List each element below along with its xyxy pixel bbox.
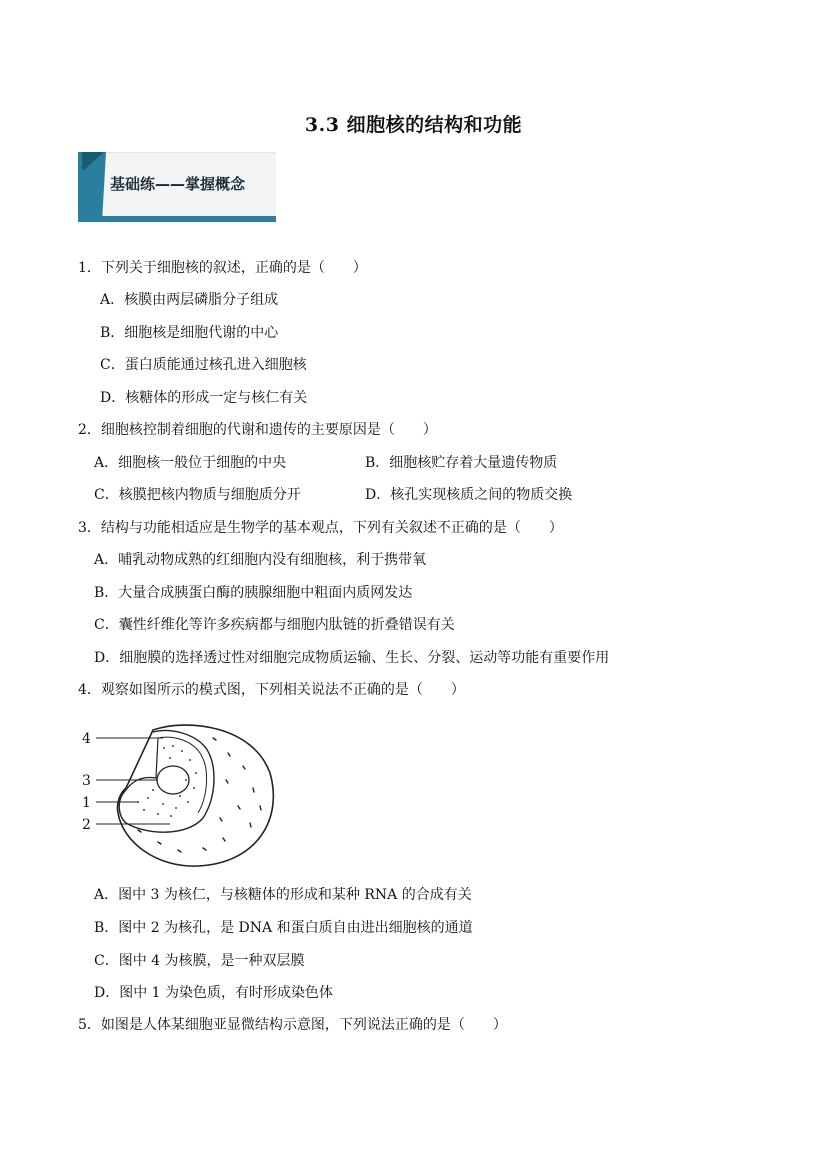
- question-1-stem: 1．下列关于细胞核的叙述，正确的是（ ）: [78, 260, 367, 276]
- figure-label-1: 1: [82, 795, 91, 811]
- cell-nucleus-diagram: [78, 718, 278, 868]
- section-banner-text: 基础练——掌握概念: [110, 175, 246, 193]
- figure-label-2: 2: [82, 817, 91, 833]
- question-3-option-a: A．哺乳动物成熟的红细胞内没有细胞核，利于携带氧: [94, 552, 427, 568]
- question-2-stem: 2．细胞核控制着细胞的代谢和遗传的主要原因是（ ）: [78, 422, 437, 438]
- figure-label-4: 4: [82, 731, 91, 747]
- question-3-stem: 3．结构与功能相适应是生物学的基本观点，下列有关叙述不正确的是（ ）: [78, 520, 563, 536]
- question-5-stem: 5．如图是人体某细胞亚显微结构示意图，下列说法正确的是（ ）: [78, 1017, 507, 1033]
- question-3-option-b: B．大量合成胰蛋白酶的胰腺细胞中粗面内质网发达: [94, 585, 413, 601]
- question-2-option-d: D．核孔实现核质之间的物质交换: [365, 487, 573, 503]
- question-1-option-b: B．细胞核是细胞代谢的中心: [100, 325, 279, 341]
- question-4-option-d: D．图中 1 为染色质，有时形成染色体: [94, 985, 334, 1001]
- figure-label-3: 3: [82, 773, 91, 789]
- question-4-stem: 4．观察如图所示的模式图，下列相关说法不正确的是（ ）: [78, 682, 465, 698]
- question-3-option-d: D．细胞膜的选择透过性对细胞完成物质运输、生长、分裂、运动等功能有重要作用: [94, 650, 610, 666]
- question-3-option-c: C．囊性纤维化等许多疾病都与细胞内肽链的折叠错误有关: [94, 617, 455, 633]
- question-1-option-a: A．核膜由两层磷脂分子组成: [100, 292, 279, 308]
- question-4-option-b: B．图中 2 为核孔，是 DNA 和蛋白质自由进出细胞核的通道: [94, 920, 473, 936]
- question-1-option-c: C．蛋白质能通过核孔进入细胞核: [100, 357, 307, 373]
- question-4-option-a: A．图中 3 为核仁，与核糖体的形成和某种 RNA 的合成有关: [94, 887, 472, 903]
- question-1-option-d: D．核糖体的形成一定与核仁有关: [100, 390, 308, 406]
- question-4-option-c: C．图中 4 为核膜，是一种双层膜: [94, 953, 305, 969]
- question-2-option-c: C．核膜把核内物质与细胞质分开: [94, 487, 301, 503]
- page-title: 3.3 细胞核的结构和功能: [304, 114, 523, 136]
- question-2-option-b: B．细胞核贮存着大量遗传物质: [365, 455, 558, 471]
- question-2-option-a: A．细胞核一般位于细胞的中央: [94, 455, 287, 471]
